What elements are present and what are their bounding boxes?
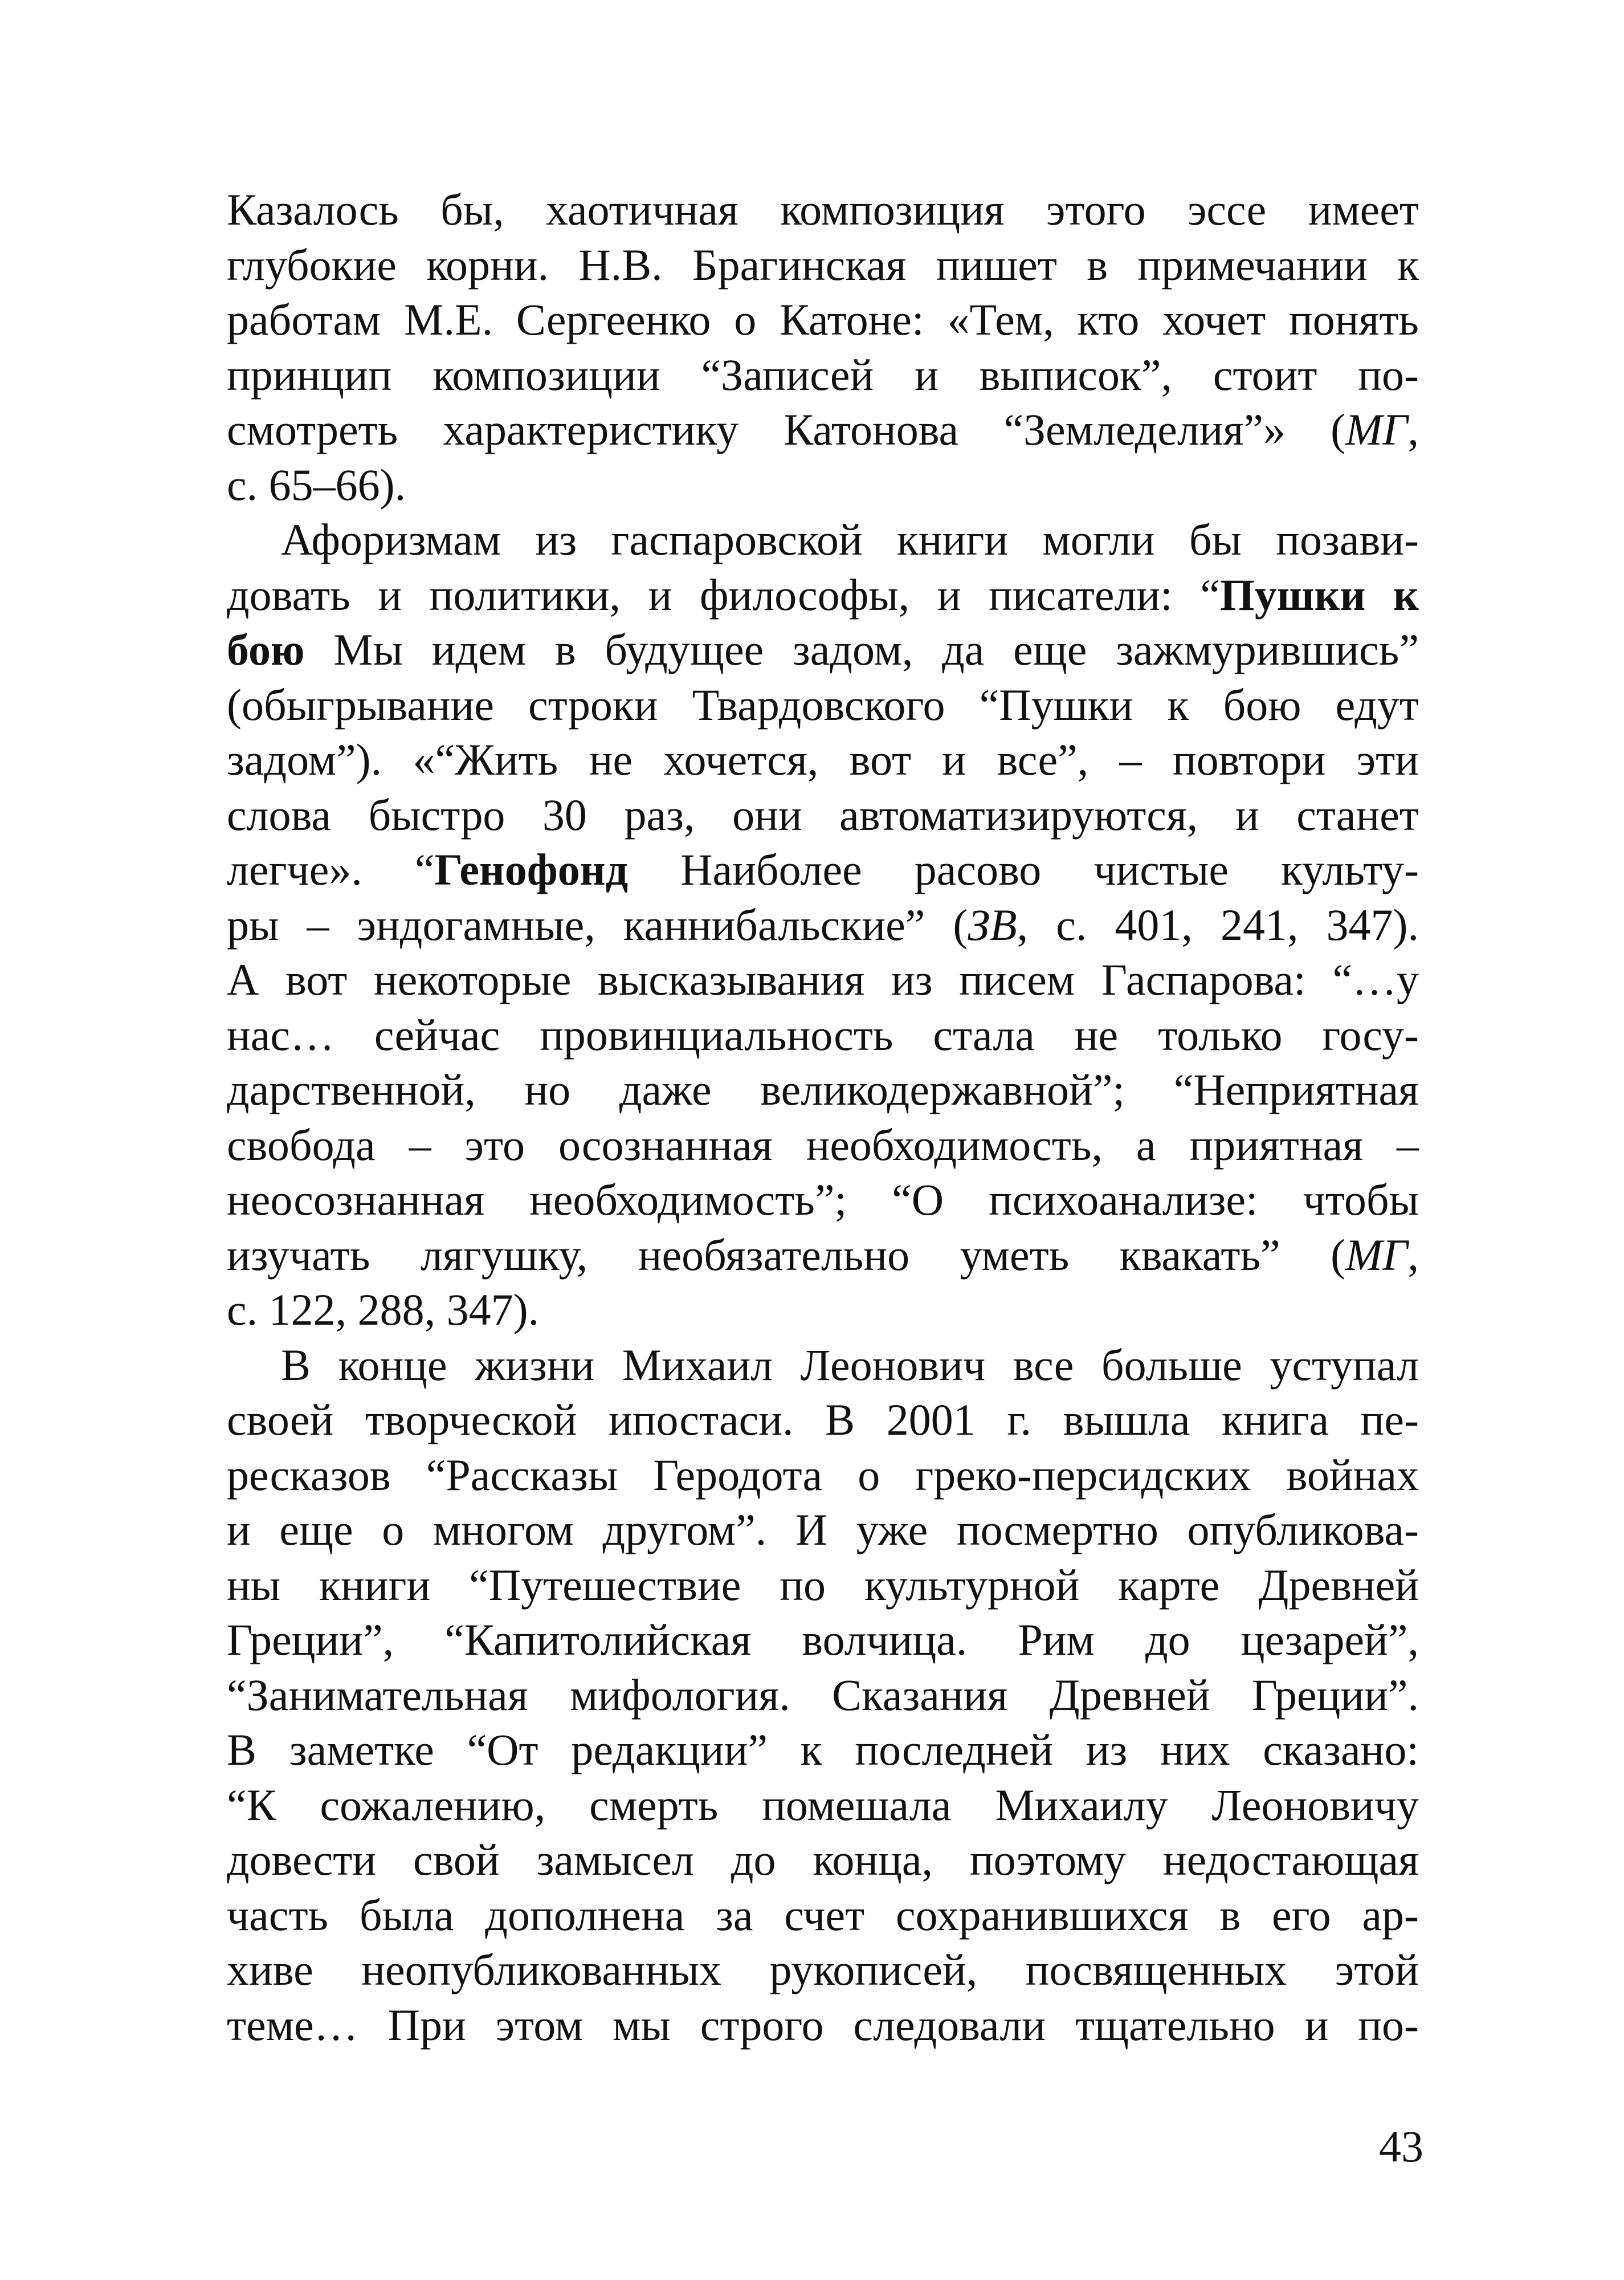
- text-line: [227, 1393, 1419, 1448]
- text-segment: В конце жизни Михаил Леонович все больше уступал: [281, 1339, 1419, 1390]
- text-line: [227, 1668, 1419, 1723]
- text-line: [227, 1943, 1419, 1998]
- text-line: [227, 1723, 1419, 1778]
- text-segment: с. 122, 288, 347).: [227, 1285, 540, 1334]
- text-segment: ,: [1407, 1229, 1419, 1280]
- bold-text: Пушки к: [1220, 569, 1419, 620]
- text-segment: дарственной, но даже великодержавной”; “Неприятная: [227, 1065, 1419, 1114]
- text-line: [227, 788, 1419, 843]
- text-segment: глубокие корни. Н.В. Брагинская пишет в примечании к: [227, 239, 1419, 290]
- italic-text: ЗВ: [968, 899, 1017, 950]
- text-segment: изучать лягушку, необязательно уметь квакать” (: [227, 1229, 1346, 1280]
- paragraph-p1: [227, 182, 1419, 512]
- text-segment: неосознанная необходимость”; “О психоанализе: чтобы: [227, 1175, 1419, 1224]
- text-line: [227, 732, 1419, 788]
- bold-text: Генофонд: [434, 845, 629, 894]
- text-line: [227, 292, 1419, 348]
- text-segment: В заметке “От редакции” к последней из них сказано:: [227, 1725, 1419, 1774]
- text-line: [227, 402, 1419, 458]
- text-line: [227, 842, 1419, 898]
- text-line: [227, 898, 1419, 953]
- text-segment: свобода – это осознанная необходимость, а приятная –: [227, 1119, 1419, 1170]
- text-line: [227, 1282, 1419, 1338]
- page-number: 43: [1379, 2122, 1423, 2171]
- text-segment: “Занимательная мифология. Сказания Древней Греции”.: [227, 1670, 1419, 1720]
- text-segment: теме… При этом мы строго следовали тщательно и по-: [227, 2000, 1419, 2050]
- text-segment: смотреть характеристику Катонова “Земледелия”» (: [227, 405, 1346, 454]
- text-segment: (обыгрывание строки Твардовского “Пушки к бою едут: [227, 679, 1419, 730]
- text-line: [227, 1228, 1419, 1283]
- text-line: [227, 622, 1419, 678]
- text-segment: работам М.Е. Сергеенко о Катоне: «Тем, кто хочет понять: [227, 295, 1419, 344]
- text-segment: нас… сейчас провинциальность стала не только госу-: [227, 1009, 1419, 1060]
- text-segment: Греции”, “Капитолийская волчица. Рим до цезарей”,: [227, 1615, 1419, 1664]
- text-line: [227, 1833, 1419, 1888]
- text-segment: ры – эндогамные, каннибальские” (: [227, 899, 968, 950]
- text-segment: слова быстро 30 раз, они автоматизируются, и станет: [227, 789, 1419, 840]
- text-segment: Наиболее расово чистые культу-: [628, 845, 1419, 894]
- text-line: [227, 458, 1419, 513]
- bold-text: бою: [227, 625, 305, 674]
- text-line: [227, 1118, 1419, 1173]
- text-segment: Афоризмам из гаспаровской книги могли бы позави-: [281, 515, 1419, 564]
- text-line: [227, 238, 1419, 293]
- text-line: [227, 512, 1419, 568]
- text-line: [227, 1338, 1419, 1393]
- text-segment: ресказов “Рассказы Геродота о греко-персидских войнах: [227, 1450, 1419, 1500]
- text-segment: и еще о многом другом”. И уже посмертно опубликова-: [227, 1505, 1419, 1554]
- text-segment: А вот некоторые высказывания из писем Гаспарова: “…у: [227, 955, 1419, 1004]
- text-line: [227, 952, 1419, 1008]
- text-segment: хиве неопубликованных рукописей, посвященных этой: [227, 1945, 1419, 1994]
- text-segment: довести свой замысел до конца, поэтому недостающая: [227, 1835, 1419, 1884]
- text-segment: легче». “: [227, 845, 435, 894]
- text-line: [227, 1062, 1419, 1118]
- text-segment: довать и политики, и философы, и писатели: “: [227, 569, 1221, 620]
- text-segment: , с. 401, 241, 347).: [1017, 899, 1419, 950]
- italic-text: МГ: [1345, 1229, 1408, 1280]
- text-line: [227, 348, 1419, 403]
- text-line: [227, 1172, 1419, 1228]
- text-line: [227, 1613, 1419, 1668]
- text-segment: задом”). «“Жить не хочется, вот и все”, – повтори эти: [227, 735, 1419, 784]
- text-line: [227, 1448, 1419, 1503]
- text-line: [227, 1998, 1419, 2053]
- text-segment: часть была дополнена за счет сохранившихся в его ар-: [227, 1890, 1419, 1940]
- text-segment: ,: [1407, 405, 1419, 454]
- text-line: [227, 678, 1419, 733]
- text-line: [227, 1888, 1419, 1943]
- text-segment: ны книги “Путешествие по культурной карте Древней: [227, 1560, 1419, 1610]
- text-segment: с. 65–66).: [227, 459, 406, 510]
- italic-text: МГ: [1345, 405, 1408, 454]
- text-segment: “К сожалению, смерть помешала Михаилу Леоновичу: [227, 1780, 1419, 1830]
- paragraph-p3: [227, 1338, 1419, 2053]
- text-segment: Мы идем в будущее задом, да еще зажмурившись”: [304, 625, 1419, 674]
- text-segment: своей творческой ипостаси. В 2001 г. вышла книга пе-: [227, 1395, 1419, 1444]
- text-line: [227, 1778, 1419, 1833]
- text-line: [227, 1503, 1419, 1558]
- text-segment: принцип композиции “Записей и выписок”, стоит по-: [227, 349, 1419, 400]
- paragraph-p2: [227, 512, 1419, 1338]
- text-line: [227, 568, 1419, 623]
- text-line: [227, 1008, 1419, 1063]
- text-segment: Казалось бы, хаотичная композиция этого эссе имеет: [227, 185, 1419, 234]
- text-line: [227, 1558, 1419, 1613]
- text-line: [227, 182, 1419, 238]
- body-text: [227, 182, 1419, 2053]
